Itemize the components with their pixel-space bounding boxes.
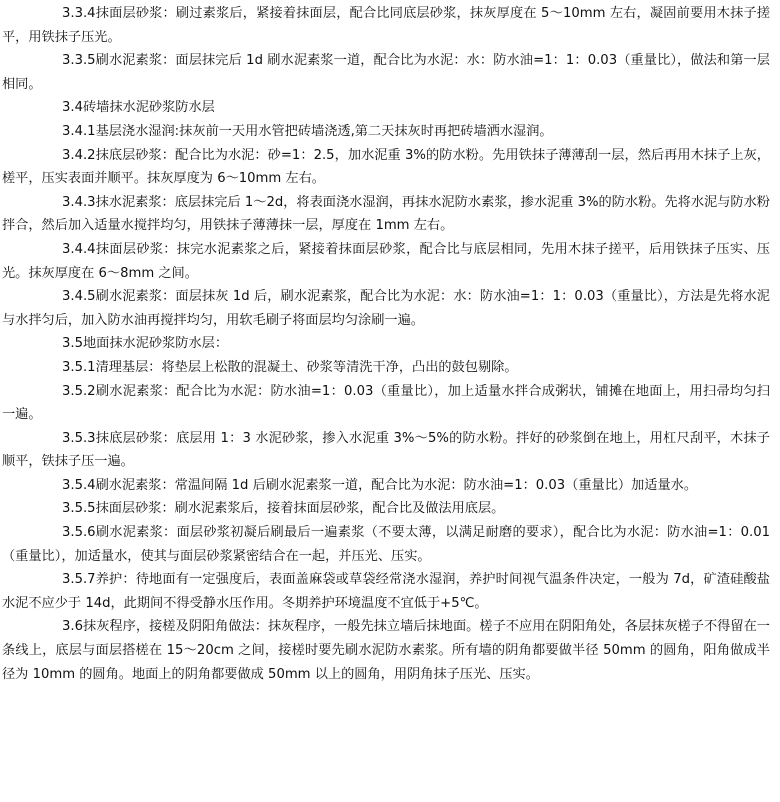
clause-text: 基层浇水湿润:抹灰前一天用水管把砖墙浇透,第二天抹灰时再把砖墙洒水湿润。 bbox=[95, 123, 553, 139]
clause-text: 抹面层砂浆：刷水泥素浆后，接着抹面层砂浆，配合比及做法用底层。 bbox=[95, 501, 505, 517]
clause-number: 3.5.3 bbox=[62, 430, 96, 446]
clause-number: 3.5.1 bbox=[62, 359, 96, 375]
clause-number: 3.4.2 bbox=[62, 147, 96, 163]
clause-3-4-4 bbox=[2, 238, 770, 285]
clause-3-5-3 bbox=[2, 427, 770, 474]
clause-number: 3.6 bbox=[62, 619, 83, 635]
clause-text: 刷水泥素浆：常温间隔 1d 后刷水泥素浆一道，配合比为水泥：防水油=1：0.03（重量比）加适量水。 bbox=[95, 477, 698, 493]
clause-3-5-1 bbox=[2, 356, 770, 380]
clause-number: 3.5.6 bbox=[62, 525, 96, 541]
clause-3-3-4 bbox=[2, 2, 770, 49]
clause-3-5-2 bbox=[2, 380, 770, 427]
clause-number: 3.4.3 bbox=[62, 194, 96, 210]
clause-number: 3.5.7 bbox=[62, 572, 96, 588]
clause-number: 3.4.5 bbox=[62, 289, 96, 305]
clause-number: 3.5.5 bbox=[62, 501, 96, 517]
clause-text: 抹底层砂浆：底层用 1：3 水泥砂浆，掺入水泥重 3%～5%的防水粉。拌好的砂浆倒在地上，用杠尺刮平，木抹子顺平，铁抹子压一遍。 bbox=[2, 430, 770, 470]
document-page bbox=[0, 2, 780, 802]
clause-number: 3.4.1 bbox=[62, 123, 96, 139]
section-heading-3-6 bbox=[2, 615, 770, 686]
clause-text: 刷水泥素浆：面层抹灰 1d 后，刷水泥素浆，配合比为水泥：水：防水油=1：1：0.03（重量比），方法是先将水泥与水拌匀后，加入防水油再搅拌均匀，用软毛刷子将面层均匀涂刷一遍。 bbox=[2, 289, 770, 328]
clause-3-5-5 bbox=[2, 497, 770, 521]
clause-3-5-4 bbox=[2, 474, 770, 498]
clause-text: 抹水泥素浆：底层抹完后 1～2d，将表面浇水湿润，再抹水泥防水素浆，掺水泥重 3%的防水粉。先将水泥与防水粉拌合，然后加入适量水搅拌均匀，用铁抹子薄薄抹一层，厚度在 1mm 左右。 bbox=[2, 194, 770, 234]
clause-text: 抹面层砂浆：抹完水泥素浆之后，紧接着抹面层砂浆，配合比与底层相同，先用木抹子搓平，后用铁抹子压实、压光。抹灰厚度在 6～8mm 之间。 bbox=[2, 241, 770, 281]
clause-text: 砖墙抹水泥砂浆防水层 bbox=[82, 100, 215, 116]
clause-3-4-5 bbox=[2, 285, 770, 332]
clause-number: 3.5.4 bbox=[62, 477, 96, 493]
clause-3-5-7 bbox=[2, 568, 770, 615]
clause-number: 3.3.5 bbox=[62, 53, 96, 69]
clause-number: 3.5.2 bbox=[62, 383, 96, 399]
section-heading-3-4 bbox=[2, 96, 770, 120]
clause-text: 清理基层：将垫层上松散的混凝土、砂浆等清洗干净，凸出的鼓包剔除。 bbox=[95, 359, 518, 375]
clause-text: 抹面层砂浆：刷过素浆后，紧接着抹面层，配合比同底层砂浆，抹灰厚度在 5～10mm 左右，凝固前要用木抹子搓平，用铁抹子压光。 bbox=[2, 6, 770, 45]
clause-3-4-1 bbox=[2, 120, 770, 144]
clause-3-4-3 bbox=[2, 191, 770, 238]
clause-text: 养护：待地面有一定强度后，表面盖麻袋或草袋经常浇水湿润，养护时间视气温条件决定，一般为 7d，矿渣硅酸盐水泥不应少于 14d，此期间不得受静水压作用。冬期养护环境温度不宜低于+5℃。 bbox=[2, 572, 770, 611]
clause-text: 地面抹水泥砂浆防水层： bbox=[82, 336, 229, 352]
section-heading-3-5 bbox=[2, 332, 770, 356]
clause-number: 3.5 bbox=[62, 336, 83, 352]
clause-text: 刷水泥素浆：面层抹完后 1d 刷水泥素浆一道，配合比为水泥：水：防水油=1：1：0.03（重量比），做法和第一层相同。 bbox=[2, 53, 770, 92]
clause-text: 抹灰程序，接槎及阴阳角做法：抹灰程序，一般先抹立墙后抹地面。槎子不应用在阴阳角处，各层抹灰槎子不得留在一条线上，底层与面层搭槎在 15～20cm 之间，接槎时要先刷水泥防水素浆。所有墙的阴角都要做半径 50mm 的圆角，阳角做成半径为 10mm 的圆角。地面上的阴角都要做成 50mm 以上的圆角，用阴角抹子压光、压实。 bbox=[2, 619, 770, 682]
clause-text: 刷水泥素浆：配合比为水泥：防水油=1：0.03（重量比），加上适量水拌合成粥状，铺摊在地面上，用扫帚均匀扫一遍。 bbox=[2, 383, 770, 423]
clause-3-5-6 bbox=[2, 521, 770, 568]
clause-3-3-5 bbox=[2, 49, 770, 96]
clause-text: 抹底层砂浆：配合比为水泥：砂=1：2.5，加水泥重 3%的防水粉。先用铁抹子薄薄刮一层，然后再用木抹子上灰，槎平，压实表面并顺平。抹灰厚度为 6～10mm 左右。 bbox=[2, 147, 770, 187]
clause-3-4-2 bbox=[2, 144, 770, 191]
clause-number: 3.4.4 bbox=[62, 241, 96, 257]
clause-text: 刷水泥素浆：面层砂浆初凝后刷最后一遍素浆（不要太薄，以满足耐磨的要求），配合比为水泥：防水油=1：0.01（重量比），加适量水，使其与面层砂浆紧密结合在一起，并压光、压实。 bbox=[2, 525, 770, 564]
clause-number: 3.4 bbox=[62, 100, 83, 116]
clause-number: 3.3.4 bbox=[62, 6, 96, 21]
